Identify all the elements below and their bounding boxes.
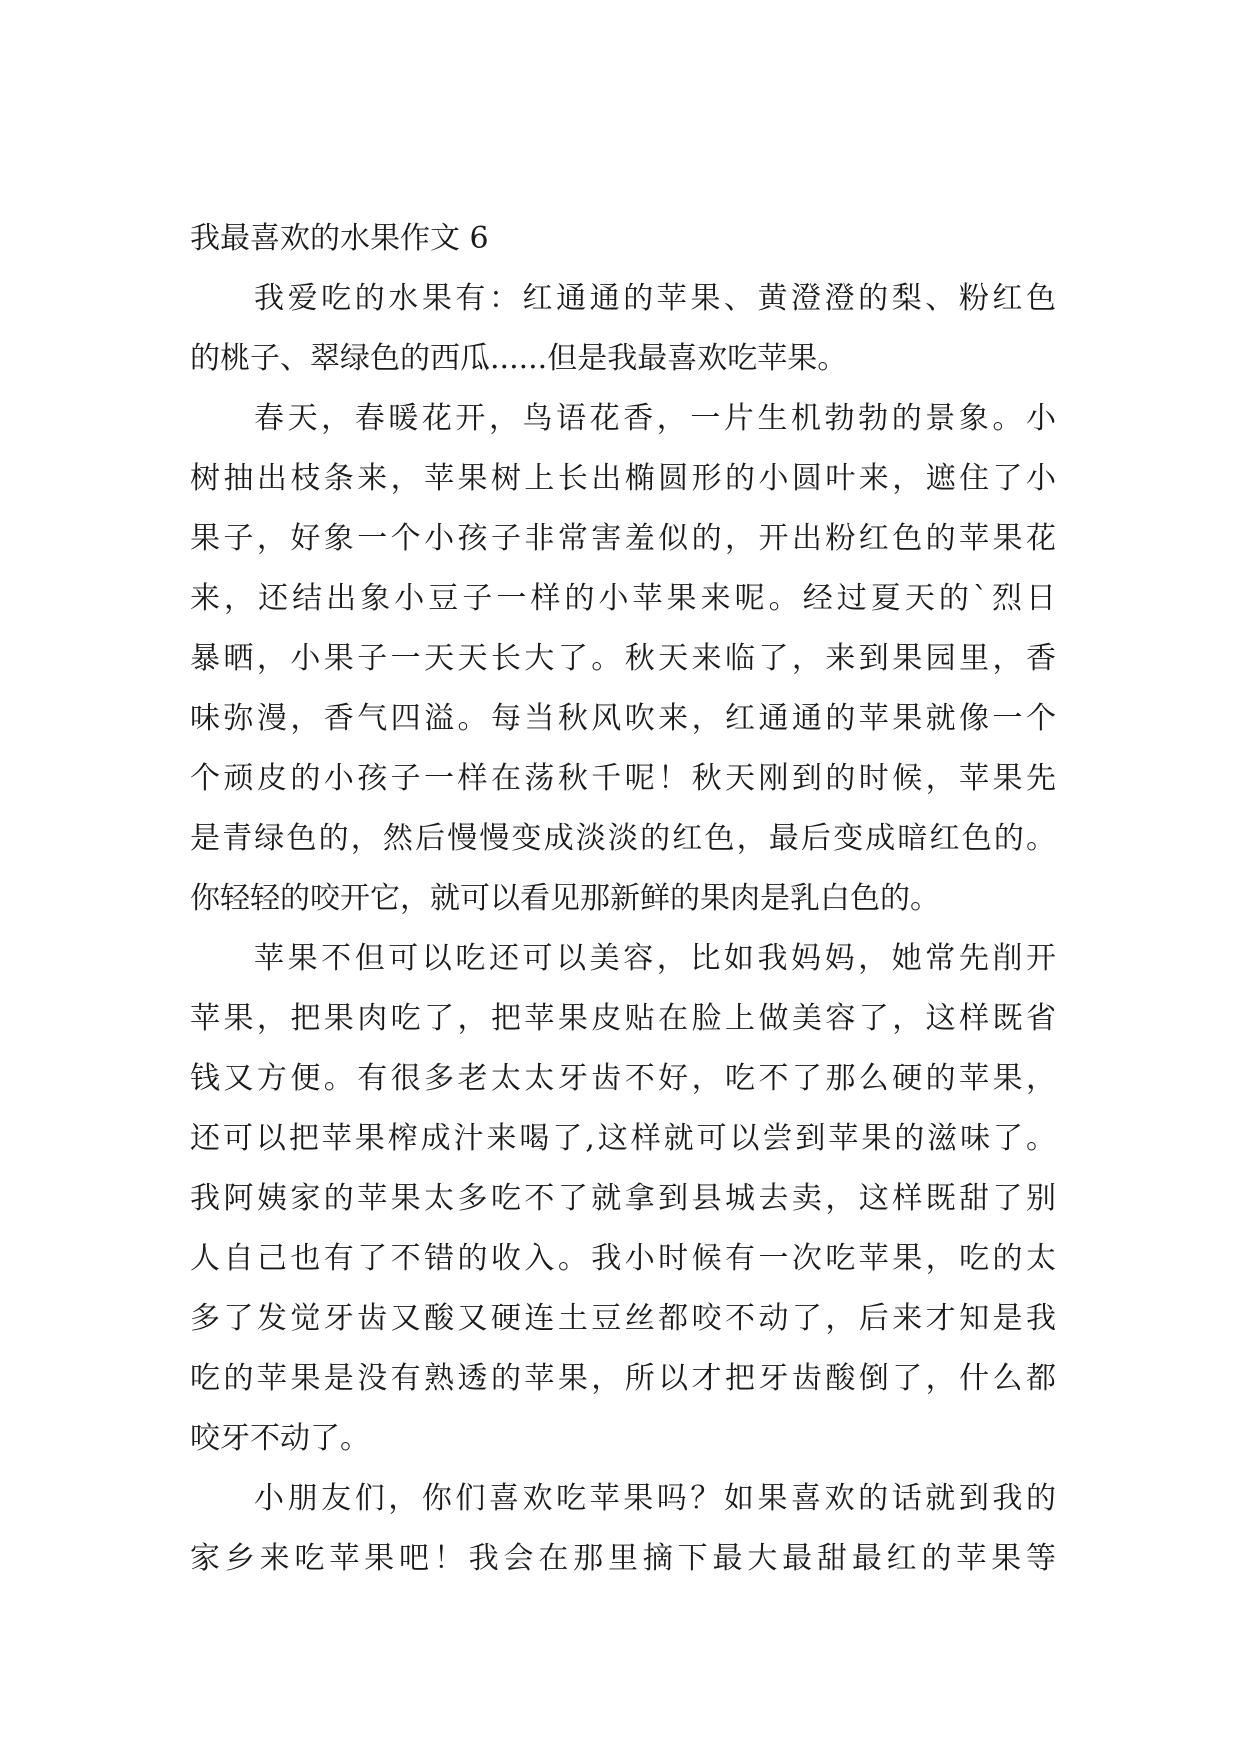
text-line: 味弥漫，香气四溢。每当秋风吹来，红通通的苹果就像一个 <box>190 701 1056 736</box>
paragraph <box>190 1478 1056 1580</box>
text-line: 家乡来吃苹果吧！我会在那里摘下最大最甜最红的苹果等 <box>190 1541 1056 1576</box>
text-line: 的桃子、翠绿色的西瓜......但是我最喜欢吃苹果。 <box>190 341 848 376</box>
text-line: 果子，好象一个小孩子非常害羞似的，开出粉红色的苹果花 <box>190 521 1056 556</box>
text-line: 春天，春暖花开，鸟语花香，一片生机勃勃的景象。小 <box>254 401 1056 436</box>
document-title: 我最喜欢的水果作文 6 <box>190 221 489 256</box>
text-line: 咬牙不动了。 <box>190 1421 370 1456</box>
paragraph <box>190 278 1056 380</box>
text-line: 树抽出枝条来，苹果树上长出椭圆形的小圆叶来，遮住了小 <box>190 461 1056 496</box>
document-page <box>190 218 1056 1598</box>
text-line: 小朋友们，你们喜欢吃苹果吗？如果喜欢的话就到我的 <box>254 1481 1056 1516</box>
text-line: 我爱吃的水果有：红通通的苹果、黄澄澄的梨、粉红色 <box>254 281 1056 316</box>
text-line: 苹果，把果肉吃了，把苹果皮贴在脸上做美容了，这样既省 <box>190 1001 1056 1036</box>
text-line: 钱又方便。有很多老太太牙齿不好，吃不了那么硬的苹果， <box>190 1061 1056 1096</box>
text-line: 人自己也有了不错的收入。我小时候有一次吃苹果，吃的太 <box>190 1241 1056 1276</box>
text-line: 个顽皮的小孩子一样在荡秋千呢！秋天刚到的时候，苹果先 <box>190 761 1056 796</box>
paragraph <box>190 398 1056 920</box>
text-line: 还可以把苹果榨成汁来喝了,这样就可以尝到苹果的滋味了。 <box>190 1121 1056 1156</box>
paragraph <box>190 938 1056 1460</box>
text-line: 多了发觉牙齿又酸又硬连土豆丝都咬不动了，后来才知是我 <box>190 1301 1056 1336</box>
text-line: 暴晒，小果子一天天长大了。秋天来临了，来到果园里，香 <box>190 641 1056 676</box>
text-line: 苹果不但可以吃还可以美容，比如我妈妈，她常先削开 <box>254 941 1056 976</box>
text-line: 你轻轻的咬开它，就可以看见那新鲜的果肉是乳白色的。 <box>190 881 940 916</box>
text-line: 吃的苹果是没有熟透的苹果，所以才把牙齿酸倒了，什么都 <box>190 1361 1056 1396</box>
text-line: 来，还结出象小豆子一样的小苹果来呢。经过夏天的`烈日 <box>190 581 1056 616</box>
text-line: 是青绿色的，然后慢慢变成淡淡的红色，最后变成暗红色的。 <box>190 821 1056 856</box>
text-line: 我阿姨家的苹果太多吃不了就拿到县城去卖，这样既甜了别 <box>190 1181 1056 1216</box>
